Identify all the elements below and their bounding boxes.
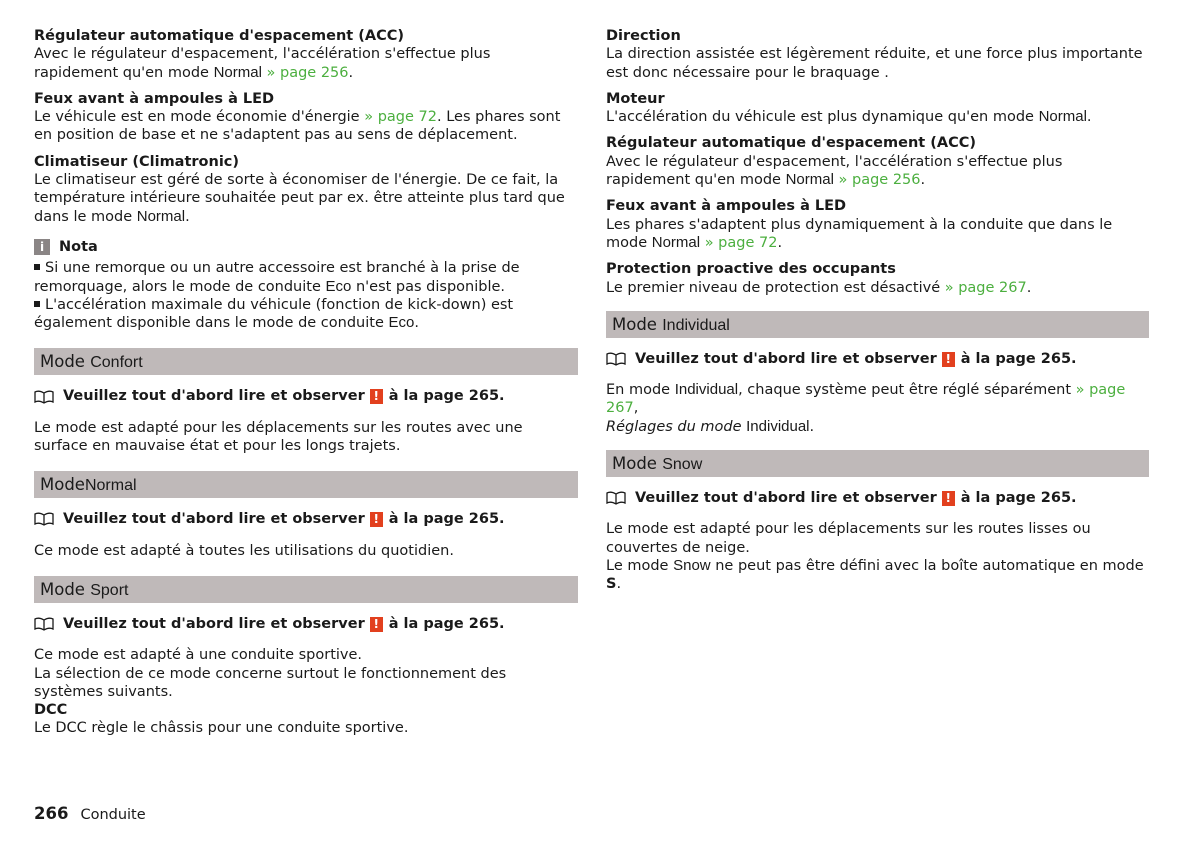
mode-name: Eco <box>325 277 352 295</box>
page-link[interactable]: » page 256 <box>838 172 921 189</box>
punct: . <box>185 208 190 225</box>
warning-ref[interactable]: à la page 265. <box>960 350 1077 367</box>
led-text <box>606 216 1149 253</box>
warning-icon: ! <box>370 512 383 527</box>
protection-text-part: Le premier niveau de protection est désactivé <box>606 279 945 296</box>
acc-text-part: Avec le régulateur d'espacement, l'accélération s'effectue plus rapidement qu'en mode <box>34 46 491 81</box>
protection-block <box>606 260 1149 297</box>
normal-text: Ce mode est adapté à toutes les utilisations du quotidien. <box>34 542 454 559</box>
dcc-heading: DCC <box>34 702 68 719</box>
led-block <box>34 90 578 145</box>
warning-text: Veuillez tout d'abord lire et observer <box>635 350 937 367</box>
right-column <box>606 27 1149 594</box>
section-mode-word: Mode <box>40 475 85 495</box>
section-mode-word: Mode <box>40 579 85 599</box>
section-mode-name: Confort <box>90 354 143 372</box>
book-icon <box>606 352 626 366</box>
nota-bullet-1 <box>34 259 578 296</box>
nota-header <box>34 238 578 256</box>
mode-name: Snow <box>673 556 711 574</box>
snow-text-1: Le mode est adapté pour les déplacements sur les routes lisses ou couvertes de neige. <box>606 521 1091 556</box>
moteur-block <box>606 90 1149 127</box>
warning-text: Veuillez tout d'abord lire et observer <box>63 388 365 405</box>
punct: . <box>1086 109 1092 126</box>
warning-ref[interactable]: à la page 265. <box>388 615 505 632</box>
led-text-part: Le véhicule est en mode économie d'énergie <box>34 109 365 126</box>
section-header-confort <box>34 348 578 375</box>
acc-block <box>34 27 578 82</box>
punct: . <box>348 64 354 81</box>
page-link[interactable]: » page 72 <box>364 109 437 126</box>
mode-name: Normal <box>651 233 701 251</box>
clim-block <box>34 153 578 226</box>
individual-text-part: En mode <box>606 382 675 399</box>
section-mode-word: Mode <box>40 352 85 372</box>
individual-text <box>606 381 1149 436</box>
warning-icon: ! <box>370 617 383 632</box>
section-header-sport <box>34 576 578 603</box>
led-text-part: Les phares s'adaptent plus dynamiquement à la conduite que dans le mode <box>606 216 1113 251</box>
section-header-snow <box>606 450 1149 477</box>
page-link[interactable]: » page 267 <box>944 279 1027 296</box>
section-mode-word: Mode <box>612 454 657 474</box>
gear-letter: S <box>606 576 617 593</box>
warning-text: Veuillez tout d'abord lire et observer <box>63 615 365 632</box>
info-icon: i <box>34 239 50 255</box>
bullet-square-icon <box>34 264 40 270</box>
direction-heading: Direction <box>606 28 681 44</box>
punct: . <box>1026 279 1032 296</box>
section-mode-word: Mode <box>612 314 657 334</box>
individual-ref-italic: Réglages du mode <box>606 418 742 435</box>
snow-text-part: Le mode <box>606 557 674 574</box>
warning-icon: ! <box>942 491 955 506</box>
moteur-text-part: L'accélération du véhicule est plus dynamique qu'en mode <box>606 109 1039 126</box>
left-column <box>34 27 578 738</box>
mode-name: Normal <box>136 207 186 225</box>
section-mode-name: Individual <box>662 316 730 334</box>
mode-name: Normal <box>785 171 834 189</box>
nota-text: L'accélération maximale du véhicule (fonction de kick-down) est également disponible dans le mode de conduite <box>34 296 514 332</box>
warning-ref[interactable]: à la page 265. <box>960 490 1077 507</box>
clim-text-part: Le climatiseur est géré de sorte à économiser de l'énergie. De ce fait, la température intérieure souhaitée peut par ex. être atteinte plus tard que dans le mode <box>34 172 565 225</box>
direction-text: La direction assistée est légèrement réduite, et une force plus importante est donc nécessaire pour le braquage . <box>606 46 1143 81</box>
warning-line <box>34 510 578 528</box>
book-icon <box>34 617 54 631</box>
punct: , <box>633 400 639 417</box>
punct: . <box>616 576 622 593</box>
acc-heading: Régulateur automatique d'espacement (ACC) <box>606 135 977 152</box>
sport-text-1: Ce mode est adapté à une conduite sportive. <box>34 647 363 664</box>
warning-line <box>606 350 1149 368</box>
led-heading: Feux avant à ampoules à LED <box>606 198 847 215</box>
nota-block <box>34 238 578 332</box>
sport-text-2: La sélection de ce mode concerne surtout le fonctionnement des systèmes suivants. <box>34 665 507 700</box>
dcc-text: Le DCC règle le châssis pour une conduite sportive. <box>34 720 409 737</box>
warning-line <box>34 615 578 633</box>
mode-name: Eco <box>388 314 415 332</box>
book-icon <box>606 491 626 505</box>
clim-text <box>34 171 578 226</box>
section-header-normal <box>34 471 578 498</box>
snow-text-part: ne peut pas être défini avec la boîte automatique en mode <box>710 557 1144 574</box>
warning-line <box>34 387 578 405</box>
moteur-text <box>606 108 1149 126</box>
nota-text: n'est pas disponible. <box>351 278 506 295</box>
punct: . <box>920 172 926 189</box>
warning-icon: ! <box>370 389 383 404</box>
punct: . <box>809 418 815 435</box>
warning-text: Veuillez tout d'abord lire et observer <box>63 511 365 528</box>
punct: . <box>777 234 783 251</box>
bullet-square-icon <box>34 301 40 307</box>
footer-section: Conduite <box>80 807 146 823</box>
mode-name: Individual <box>746 417 810 435</box>
protection-heading: Protection proactive des occupants <box>606 261 896 278</box>
warning-ref[interactable]: à la page 265. <box>388 511 505 528</box>
moteur-heading: Moteur <box>606 90 665 107</box>
protection-text <box>606 279 1149 297</box>
section-mode-name: Normal <box>84 477 137 495</box>
led-text-part: . Les phares sont en position de base et ne s'adaptent pas au sens de déplacement. <box>34 109 561 144</box>
mode-name: Individual <box>674 381 739 399</box>
acc-text <box>34 45 578 82</box>
led-heading: Feux avant à ampoules à LED <box>34 90 275 107</box>
individual-text-part: , chaque système peut être réglé séparément <box>738 382 1076 399</box>
nota-text: Si une remorque ou un autre accessoire est branché à la prise de remorquage, alors le mode de conduite <box>34 260 520 295</box>
warning-text: Veuillez tout d'abord lire et observer <box>635 490 937 507</box>
acc-text-part: Avec le régulateur d'espacement, l'accélération s'effectue plus rapidement qu'en mode <box>606 153 1063 189</box>
led-text <box>34 108 578 145</box>
clim-heading: Climatiseur (Climatronic) <box>34 153 240 170</box>
section-header-individual <box>606 311 1149 338</box>
nota-bullet-2 <box>34 296 578 333</box>
page-footer <box>34 805 146 824</box>
confort-text: Le mode est adapté pour les déplacements sur les routes avec une surface en mauvaise état et pour les longs trajets. <box>34 419 523 455</box>
page-link[interactable]: » page 72 <box>704 234 778 251</box>
nota-text: . <box>414 315 419 332</box>
mode-name: Normal <box>213 63 262 81</box>
acc-block-right <box>606 134 1149 189</box>
book-icon <box>34 390 54 404</box>
direction-block <box>606 27 1149 82</box>
warning-icon: ! <box>942 352 955 367</box>
led-block-right <box>606 197 1149 252</box>
section-mode-name: Snow <box>662 456 703 474</box>
acc-heading: Régulateur automatique d'espacement (ACC) <box>34 28 405 44</box>
snow-text-2 <box>606 557 1149 594</box>
nota-title: Nota <box>59 238 98 255</box>
book-icon <box>34 512 54 526</box>
page-link[interactable]: » page 256 <box>266 64 349 81</box>
mode-name: Normal <box>1038 108 1087 126</box>
page-number: 266 <box>34 804 69 823</box>
warning-ref[interactable]: à la page 265. <box>388 388 505 405</box>
warning-line <box>606 489 1149 507</box>
page-link[interactable]: » page 267 <box>606 382 1126 417</box>
acc-text <box>606 153 1149 190</box>
section-mode-name: Sport <box>90 581 129 599</box>
